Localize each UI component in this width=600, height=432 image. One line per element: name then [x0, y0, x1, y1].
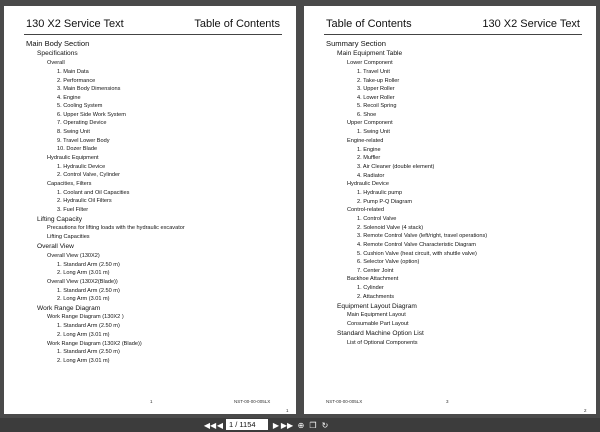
left-page: [4, 6, 296, 414]
toc-entry[interactable]: 5. Recoil Spring: [357, 103, 397, 110]
toc-entry[interactable]: Equipment Layout Diagram: [337, 302, 417, 310]
toc-entry[interactable]: Lifting Capacity: [37, 215, 83, 223]
toc-entry[interactable]: 3. Main Body Dimensions: [57, 86, 121, 93]
toc-entry[interactable]: Hydraulic Device: [347, 181, 389, 188]
toc-entry[interactable]: 10. Dozer Blade: [57, 146, 98, 153]
footer-page-number: 1: [150, 399, 153, 404]
toc-entry[interactable]: 1. Engine: [357, 146, 381, 153]
toc-entry[interactable]: 1. Hydraulic pump: [357, 190, 403, 197]
toc-entry[interactable]: 1. Swing Unit: [357, 129, 390, 136]
toc-entry[interactable]: 1. Main Data: [57, 68, 89, 75]
toc-entry[interactable]: 1. Travel Unit: [357, 68, 390, 75]
toc-entry[interactable]: 3. Upper Roller: [357, 86, 395, 93]
toc-entry[interactable]: 2. Control Valve, Cylinder: [57, 172, 121, 179]
toc-entry[interactable]: 6. Shoe: [357, 111, 377, 118]
toc-entry[interactable]: Overall: [47, 60, 65, 66]
toc-entry[interactable]: Engine-related: [347, 137, 384, 144]
toc-entry[interactable]: 2. Long Arm (3.01 m): [57, 331, 110, 338]
toc-entry[interactable]: Overall View (130X2(Blade)): [47, 278, 118, 285]
toc-entry[interactable]: 2. Attachments: [357, 293, 395, 300]
toc-entry[interactable]: 6. Upper Side Work System: [57, 111, 126, 118]
toc-entry[interactable]: List of Optional Components: [347, 339, 418, 346]
toc-entry[interactable]: 2. Hydraulic Oil Filters: [57, 198, 112, 205]
toc-entry[interactable]: 7. Center Joint: [357, 267, 394, 274]
header-rule: [24, 34, 282, 35]
toc-entry[interactable]: 3. Air Cleaner (double element): [357, 164, 435, 171]
toc-entry[interactable]: 5. Cooling System: [57, 103, 103, 110]
toc-entry[interactable]: Backhoe Attachment: [347, 276, 399, 283]
section-title: Table of Contents: [326, 18, 412, 30]
toc-entry[interactable]: 4. Remote Control Valve Characteristic Diagram: [357, 242, 476, 249]
toc-entry[interactable]: 4. Radiator: [357, 172, 385, 179]
toc-entry[interactable]: 1. Coolant and Oil Capacities: [57, 189, 130, 196]
toc-entry[interactable]: Control-related: [347, 207, 384, 214]
right-page: [304, 6, 596, 414]
toc-entry[interactable]: 1. Standard Arm (2.50 m): [57, 323, 120, 330]
zoom-icon[interactable]: ⊕: [297, 420, 305, 430]
toc-entry[interactable]: Upper Component: [347, 120, 393, 127]
footer-doc-code: NST-00-00-005LX: [234, 399, 271, 404]
toc-entry[interactable]: 2. Long Arm (3.01 m): [57, 358, 110, 364]
toc-entry[interactable]: Lifting Capacities: [47, 234, 90, 241]
toc-entry[interactable]: Main Body Section: [26, 39, 90, 48]
toc-entry[interactable]: 8. Swing Unit: [57, 129, 90, 136]
left-arrow-icon[interactable]: ◀: [216, 420, 224, 430]
viewer-toolbar: [0, 418, 600, 432]
toc-entry[interactable]: Main Equipment Table: [337, 50, 403, 58]
copy-icon[interactable]: ❐: [309, 420, 317, 430]
toc-entry[interactable]: 1. Hydraulic Device: [57, 163, 106, 170]
toc-entry[interactable]: Specifications: [37, 50, 78, 58]
toc-entry[interactable]: Consumable Part Layout: [347, 321, 409, 327]
toc-entry[interactable]: Standard Machine Option List: [337, 329, 424, 337]
toc-entry[interactable]: Precautions for lifting loads with the hydraulic excavator: [47, 225, 185, 232]
doc-title: 130 X2 Service Text: [482, 18, 580, 30]
section-title: Table of Contents: [194, 18, 280, 30]
page-indicator[interactable]: 1 / 1154: [226, 419, 268, 430]
footer-page-number: 3: [446, 399, 449, 404]
toc-entry[interactable]: Capacities, Filters: [47, 180, 92, 187]
toc-entry[interactable]: 1. Cylinder: [357, 285, 384, 292]
toc-entry[interactable]: 9. Travel Lower Body: [57, 137, 110, 144]
toc-entry[interactable]: 2. Pump P-Q Diagram: [357, 198, 413, 205]
toc-entry[interactable]: Overall View: [37, 243, 74, 251]
toc-entry[interactable]: 3. Remote Control Valve (left/right, travel operations): [357, 233, 488, 240]
header-rule: [324, 34, 582, 35]
toc-entry[interactable]: Work Range Diagram: [37, 304, 101, 312]
doc-title: 130 X2 Service Text: [26, 18, 124, 30]
toc-entry[interactable]: 4. Lower Roller: [357, 94, 395, 101]
double-left-arrow-icon[interactable]: ◀◀: [203, 420, 217, 430]
toc-list: [26, 39, 286, 366]
footer-sheet-number: 1: [286, 408, 289, 413]
toc-entry[interactable]: 2. Long Arm (3.01 m): [57, 270, 110, 277]
toc-entry[interactable]: 1. Control Valve: [357, 216, 397, 223]
toc-entry[interactable]: 6. Selector Valve (option): [357, 259, 420, 266]
footer-doc-code: NST-00-00-005LX: [326, 399, 363, 404]
double-right-arrow-icon[interactable]: ▶▶: [280, 420, 294, 430]
toc-entry[interactable]: Main Equipment Layout: [347, 312, 406, 319]
toc-entry[interactable]: 1. Standard Arm (2.50 m): [57, 287, 120, 294]
toc-entry[interactable]: Overall View (130X2): [47, 252, 100, 259]
toc-entry[interactable]: 2. Long Arm (3.01 m): [57, 296, 110, 303]
toc-entry[interactable]: 1. Standard Arm (2.50 m): [57, 261, 120, 268]
toc-entry[interactable]: 2. Muffler: [357, 155, 381, 162]
toc-entry[interactable]: Hydraulic Equipment: [47, 154, 99, 161]
toc-entry[interactable]: Work Range Diagram (130X2 ): [47, 314, 124, 321]
refresh-icon[interactable]: ↻: [321, 420, 329, 430]
toc-list: [326, 39, 586, 347]
right-arrow-icon[interactable]: ▶: [272, 420, 280, 430]
toc-entry[interactable]: 3. Fuel Filter: [57, 207, 89, 214]
toc-entry[interactable]: 2. Solenoid Valve (4 stack): [357, 224, 424, 231]
toc-entry[interactable]: 1. Standard Arm (2.50 m): [57, 349, 120, 356]
toc-entry[interactable]: Lower Component: [347, 60, 393, 66]
toc-entry[interactable]: 2. Take-up Roller: [357, 77, 400, 84]
toc-entry[interactable]: 7. Operating Device: [57, 120, 107, 127]
toc-entry[interactable]: 4. Engine: [57, 94, 81, 101]
toc-entry[interactable]: Work Range Diagram (130X2 (Blade)): [47, 340, 142, 347]
toc-entry[interactable]: 5. Cushion Valve (heat circuit, with shuttle valve): [357, 250, 477, 257]
toc-entry[interactable]: 2. Performance: [57, 77, 96, 84]
footer-sheet-number: 2: [584, 408, 587, 413]
toc-entry[interactable]: Summary Section: [326, 39, 386, 48]
